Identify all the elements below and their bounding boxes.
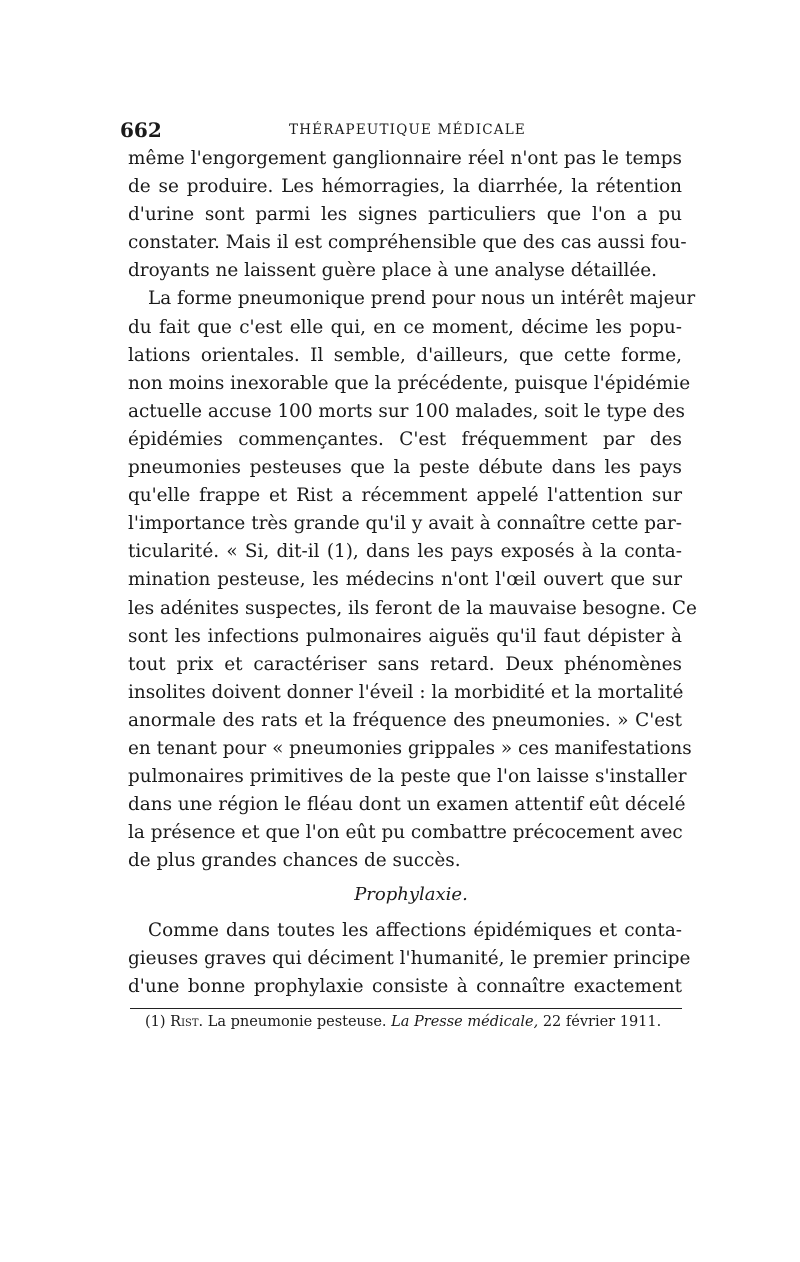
text-line: l'importance très grande qu'il y avait à connaître cette par-	[128, 513, 682, 535]
footnote-title: La pneumonie pesteuse.	[207, 1014, 387, 1030]
text-line: anormale des rats et la fréquence des pneumonies. » C'est	[128, 709, 682, 731]
footnote	[145, 1014, 661, 1030]
text-line: sont les infections pulmonaires aiguës qu'il faut dépister à	[128, 625, 682, 647]
text-line: les adénites suspectes, ils feront de la mauvaise besogne. Ce	[128, 597, 697, 619]
text-line: pulmonaires primitives de la peste que l'on laisse s'installer	[128, 766, 687, 788]
running-head	[120, 118, 682, 142]
text-line: d'une bonne prophylaxie consiste à connaître exactement	[128, 976, 682, 998]
main-text-continued	[128, 917, 691, 1001]
text-line: qu'elle frappe et Rist a récemment appelé l'attention sur	[128, 485, 682, 507]
text-line: insolites doivent donner l'éveil : la morbidité et la mortalité	[128, 681, 684, 703]
text-line: dans une région le fléau dont un examen attentif eût décelé	[128, 794, 686, 816]
text-line: non moins inexorable que la précédente, puisque l'épidémie	[128, 372, 691, 394]
text-line: La forme pneumonique prend pour nous un intérêt majeur	[148, 288, 696, 310]
text-line: du fait que c'est elle qui, en ce moment, décime les popu-	[128, 316, 682, 338]
page-number: 662	[120, 118, 162, 142]
text-line: d'urine sont parmi les signes particuliers que l'on a pu	[128, 204, 682, 226]
text-line: même l'engorgement ganglionnaire réel n'ont pas le temps	[128, 148, 682, 169]
text-line: la présence et que l'on eût pu combattre précocement avec	[128, 822, 683, 844]
text-line: épidémies commençantes. C'est fréquemment par des	[128, 428, 682, 450]
text-line: droyants ne laissent guère place à une analyse détaillée.	[128, 260, 658, 282]
section-heading: Prophylaxie.	[354, 884, 468, 905]
text-line: Comme dans toutes les affections épidémiques et conta-	[148, 920, 682, 941]
footnote-author: Rist.	[170, 1014, 204, 1030]
footnote-divider	[130, 1008, 682, 1009]
running-title: THÉRAPEUTIQUE MÉDICALE	[289, 122, 526, 138]
text-line: tout prix et caractériser sans retard. Deux phénomènes	[128, 653, 682, 675]
text-line: gieuses graves qui déciment l'humanité, le premier principe	[128, 948, 691, 970]
text-line: constater. Mais il est compréhensible que des cas aussi fou-	[128, 232, 687, 254]
footnote-journal: La Presse médicale,	[391, 1014, 539, 1030]
text-line: en tenant pour « pneumonies grippales » ces manifestations	[128, 737, 692, 759]
footnote-marker: (1)	[145, 1014, 166, 1030]
footnote-date: 22 février 1911.	[542, 1014, 662, 1030]
text-line: de plus grandes chances de succès.	[128, 850, 461, 872]
text-line: ticularité. « Si, dit-il (1), dans les pays exposés à la conta-	[128, 541, 682, 563]
text-line: pneumonies pesteuses que la peste débute dans les pays	[128, 457, 682, 479]
text-line: de se produire. Les hémorragies, la diarrhée, la rétention	[128, 176, 682, 198]
text-line: lations orientales. Il semble, d'ailleurs, que cette forme,	[128, 344, 682, 366]
text-line: actuelle accuse 100 morts sur 100 malades, soit le type des	[128, 400, 685, 422]
text-line: mination pesteuse, les médecins n'ont l'œil ouvert que sur	[128, 569, 682, 591]
main-text	[128, 145, 697, 875]
